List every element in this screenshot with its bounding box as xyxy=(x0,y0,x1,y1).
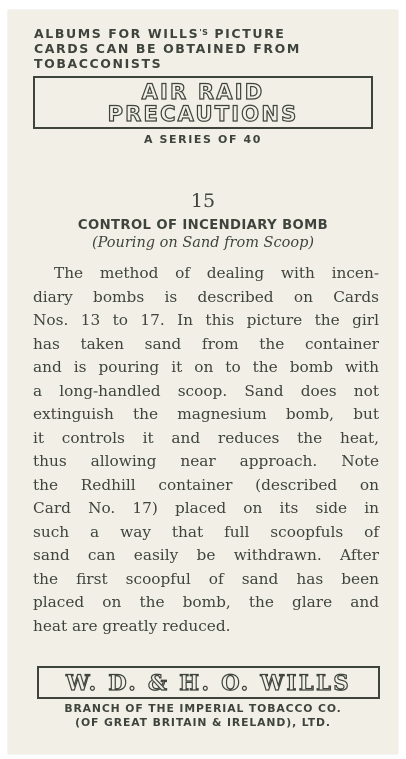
albums-notice xyxy=(34,25,379,71)
series-title-box xyxy=(33,76,373,129)
description-line: Nos. 13 to 17. In this picture the girl xyxy=(33,311,379,329)
branch-line-2: (OF GREAT BRITAIN & IRELAND), LTD. xyxy=(75,716,331,729)
notice-line-3: TOBACCONISTS xyxy=(34,56,163,71)
description-line: a long-handled scoop. Sand does not xyxy=(33,381,379,400)
branch-footer xyxy=(8,702,398,730)
card-number: 15 xyxy=(190,190,216,212)
description-line: the Redhill container (described on xyxy=(33,475,379,494)
description-line: has taken sand from the container xyxy=(33,334,379,353)
series-title-line-1: AIR RAID xyxy=(141,80,265,104)
description-line: thus allowing near approach. Note xyxy=(33,452,379,470)
description-line: extinguish the magnesium bomb, but xyxy=(33,405,379,423)
description-line: placed on the bomb, the glare and xyxy=(33,593,379,611)
notice-line-1-c: PICTURE xyxy=(208,26,286,41)
series-count: A SERIES OF 40 xyxy=(143,133,262,146)
description-line: The method of dealing with incen- xyxy=(54,264,379,282)
description-line: diary bombs is described on Cards xyxy=(33,287,379,306)
description-line: the first scoopful of sand has been xyxy=(33,569,379,588)
notice-line-1-apostrophe: 'S xyxy=(199,28,209,37)
description-line: it controls it and reduces the heat, xyxy=(33,428,379,447)
description-line: such a way that full scoopfuls of xyxy=(33,522,379,541)
description-line: and is pouring it on to the bomb with xyxy=(33,358,379,376)
branch-line-1: BRANCH OF THE IMPERIAL TOBACCO CO. xyxy=(64,702,342,715)
series-title-line-2: PRECAUTIONS xyxy=(107,102,299,126)
notice-line-1-a: ALBUMS FOR WILLS xyxy=(34,26,200,41)
card-description xyxy=(33,262,379,638)
card-title: CONTROL OF INCENDIARY BOMB xyxy=(77,218,329,233)
notice-line-2: CARDS CAN BE OBTAINED FROM xyxy=(34,41,301,56)
description-line: Card No. 17) placed on its side in xyxy=(33,499,379,517)
description-line: heat are greatly reduced. xyxy=(33,616,231,635)
card-subtitle: (Pouring on Sand from Scoop) xyxy=(91,235,315,251)
notice-line-1 xyxy=(34,25,379,41)
maker-name-box xyxy=(37,666,380,699)
description-line: sand can easily be withdrawn. After xyxy=(33,546,379,564)
maker-name: W. D. & H. O. WILLS xyxy=(65,670,352,695)
cigarette-card xyxy=(8,10,398,754)
